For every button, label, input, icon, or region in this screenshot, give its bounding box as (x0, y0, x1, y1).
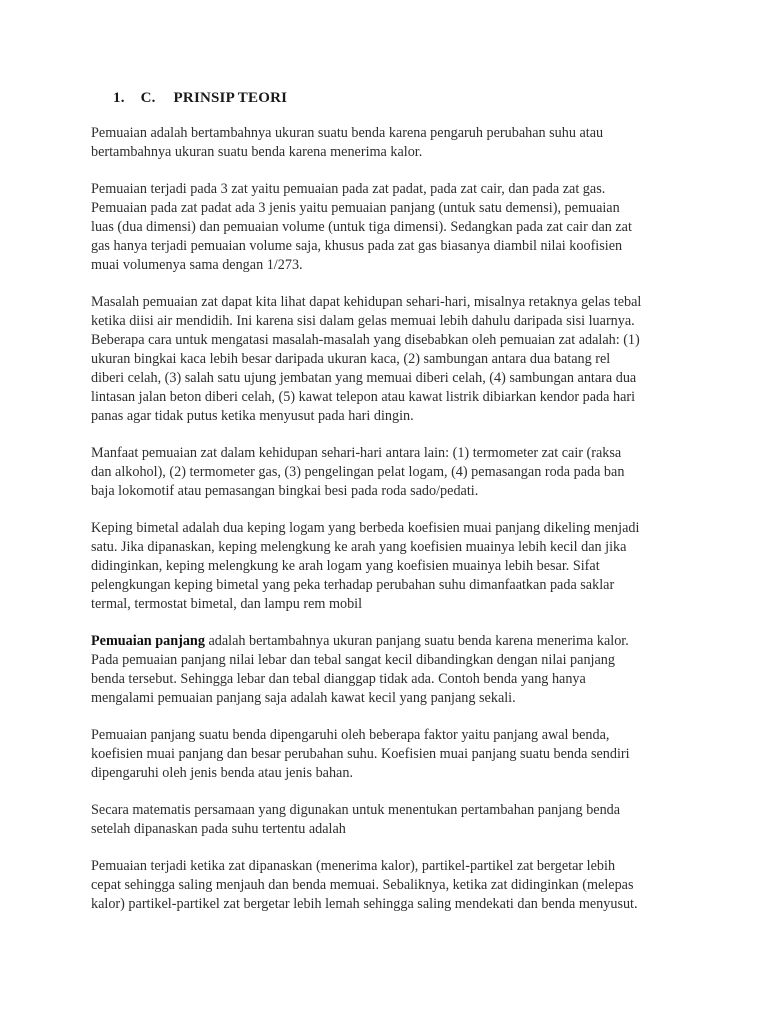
paragraph-line: dan alkohol), (2) termometer gas, (3) pengelingan pelat logam, (4) pemasangan roda pada ban (91, 464, 625, 480)
heading-letter: C. (140, 90, 156, 106)
paragraph-line: termal, termostat bimetal, dan lampu rem mobil (91, 596, 363, 612)
paragraph-line: Pemuaian terjadi ketika zat dipanaskan (menerima kalor), partikel-partikel zat bergetar lebih (91, 858, 616, 874)
paragraph-line: bertambahnya ukuran suatu benda karena menerima kalor. (91, 144, 423, 160)
section-heading (113, 90, 287, 107)
paragraph-line: diberi celah, (3) salah satu ujung jembatan yang memuai diberi celah, (4) sambungan antara dua (91, 370, 637, 386)
paragraph (91, 726, 691, 783)
paragraph-line: Masalah pemuaian zat dapat kita lihat dapat kehidupan sehari-hari, misalnya retaknya gelas tebal (91, 294, 642, 310)
paragraph-line: Secara matematis persamaan yang digunakan untuk menentukan pertambahan panjang benda (91, 802, 621, 818)
paragraph-line: kalor) partikel-partikel zat bergetar lebih lemah sehingga saling mendekati dan benda menyusut. (91, 896, 638, 912)
paragraph (91, 857, 691, 914)
paragraph (91, 124, 691, 162)
paragraph-line: Pemuaian adalah bertambahnya ukuran suatu benda karena pengaruh perubahan suhu atau (91, 125, 604, 141)
paragraph-line: baja lokomotif atau pemasangan bingkai besi pada roda sado/pedati. (91, 483, 479, 499)
paragraph-line: ketika diisi air mendidih. Ini karena sisi dalam gelas memuai lebih dahulu daripada sisi luarnya. (91, 313, 635, 329)
paragraph (91, 632, 691, 708)
paragraph-line: Pemuaian terjadi pada 3 zat yaitu pemuaian pada zat padat, pada zat cair, dan pada zat gas. (91, 181, 606, 197)
heading-number: 1. (113, 90, 125, 106)
bold-term: Pemuaian panjang (91, 633, 205, 649)
paragraph-line: Pada pemuaian panjang nilai lebar dan tebal sangat kecil dibandingkan dengan nilai panjang (91, 652, 615, 668)
paragraph-line: cepat sehingga saling menjauh dan benda memuai. Sebaliknya, ketika zat didinginkan (melepas (91, 877, 634, 893)
document-body (91, 124, 691, 932)
paragraph-line: satu. Jika dipanaskan, keping melengkung ke arah yang koefisien muainya lebih kecil dan jika (91, 539, 627, 555)
paragraph-line: Pemuaian panjang suatu benda dipengaruhi oleh beberapa faktor yaitu panjang awal benda, (91, 727, 610, 743)
paragraph-line: pelengkungan keping bimetal yang peka terhadap perubahan suhu dimanfaatkan pada saklar (91, 577, 615, 593)
paragraph (91, 519, 691, 614)
paragraph (91, 801, 691, 839)
paragraph-line: ukuran bingkai kaca lebih besar daripada ukuran kaca, (2) sambungan antara dua batang rel (91, 351, 611, 367)
paragraph-line: Pemuaian pada zat padat ada 3 jenis yaitu pemuaian panjang (untuk satu demensi), pemuaian (91, 200, 620, 216)
paragraph-line: luas (dua dimensi) dan pemuaian volume (untuk tiga dimensi). Sedangkan pada zat cair dan zat (91, 219, 632, 235)
paragraph-line: panas agar tidak putus ketika menyusut pada hari dingin. (91, 408, 414, 424)
paragraph (91, 444, 691, 501)
paragraph-line: setelah dipanaskan pada suhu tertentu adalah (91, 821, 346, 837)
paragraph (91, 180, 691, 275)
paragraph-line: Manfaat pemuaian zat dalam kehidupan sehari-hari antara lain: (1) termometer zat cair (raksa (91, 445, 622, 461)
paragraph-line: mengalami pemuaian panjang saja adalah kawat kecil yang panjang sekali. (91, 690, 516, 706)
paragraph-line: Keping bimetal adalah dua keping logam yang berbeda koefisien muai panjang dikeling menjadi (91, 520, 640, 536)
paragraph-line: dipengaruhi oleh jenis benda atau jenis bahan. (91, 765, 353, 781)
paragraph-line: lintasan jalan beton diberi celah, (5) kawat telepon atau kawat listrik dibiarkan kendor pada hari (91, 389, 636, 405)
paragraph-line: koefisien muai panjang dan besar perubahan suhu. Koefisien muai panjang suatu benda sendiri (91, 746, 630, 762)
paragraph (91, 293, 691, 426)
heading-title: PRINSIP TEORI (173, 90, 288, 106)
paragraph-line: gas hanya terjadi pemuaian volume saja, khusus pada zat gas biasanya diambil nilai koofisien (91, 238, 623, 254)
paragraph-line: Beberapa cara untuk mengatasi masalah-masalah yang disebabkan oleh pemuaian zat adalah: (1) (91, 332, 640, 348)
paragraph-line: didinginkan, keping melengkung ke arah logam yang koefisien muainya lebih besar. Sifat (91, 558, 600, 574)
paragraph-line: muai volumenya sama dengan 1/273. (91, 257, 303, 273)
paragraph-line (91, 632, 691, 651)
paragraph-text: adalah bertambahnya ukuran panjang suatu benda karena menerima kalor. (204, 633, 629, 649)
paragraph-line: benda tersebut. Sehingga lebar dan tebal dianggap tidak ada. Contoh benda yang hanya (91, 671, 586, 687)
